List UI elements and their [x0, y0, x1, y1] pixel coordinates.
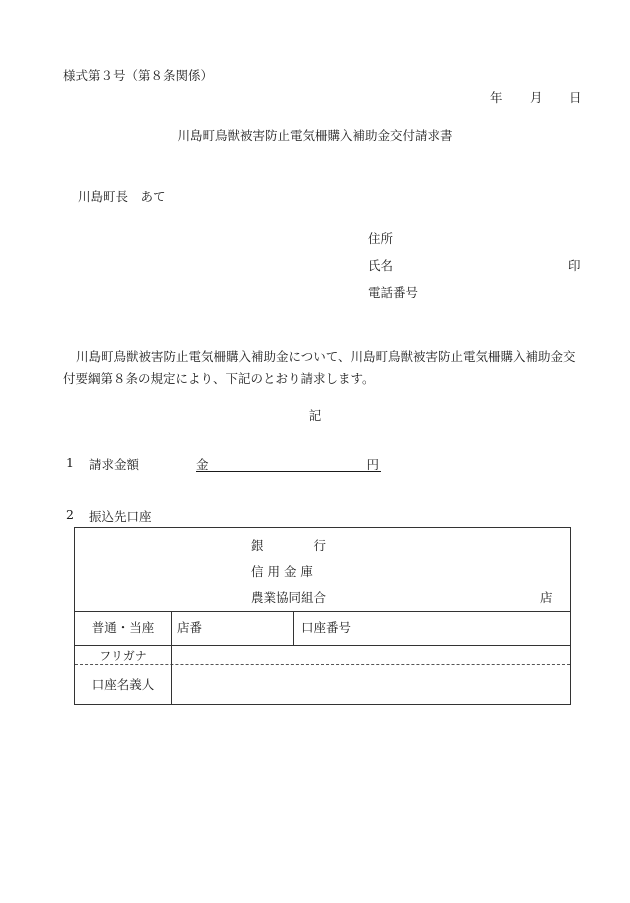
seal-mark: 印 — [568, 258, 581, 273]
request-body-text: 川島町鳥獣被害防止電気柵購入補助金について、川島町鳥獣被害防止電気柵購入補助金交付要綱第８条の規定により、下記のとおり請求します。 — [63, 349, 576, 386]
branch-number-cell[interactable]: 店番 — [172, 611, 294, 645]
amount-kin: 金 — [196, 457, 209, 472]
item2-number: 2 — [66, 507, 74, 522]
bank-account-table — [74, 527, 571, 705]
bank-option-shinkin: 信 用 金 庫 — [251, 564, 313, 579]
date-day: 日 — [569, 90, 582, 105]
phone-label: 電話番号 — [368, 285, 419, 300]
account-holder-label: 口座名義人 — [75, 664, 172, 705]
furigana-row[interactable] — [75, 645, 570, 665]
furigana-label: フリガナ — [75, 645, 172, 664]
branch-suffix: 店 — [540, 590, 553, 605]
item2-label: 振込先口座 — [89, 509, 152, 524]
addressee: 川島町長 あて — [78, 189, 166, 204]
amount-field[interactable] — [196, 455, 381, 472]
document-title: 川島町鳥獣被害防止電気柵購入補助金交付請求書 — [177, 128, 453, 143]
item1-number: 1 — [66, 455, 74, 470]
ki-heading: 記 — [308, 408, 322, 423]
account-holder-row[interactable] — [75, 664, 570, 705]
name-label: 氏名 — [368, 258, 394, 273]
item1-label: 請求金額 — [89, 457, 140, 472]
account-number-cell[interactable]: 口座番号 — [301, 620, 352, 635]
date-month: 月 — [530, 90, 543, 105]
bank-option-bank: 銀 行 — [251, 538, 327, 553]
account-type-cell[interactable]: 普通・当座 — [75, 611, 172, 645]
address-label: 住所 — [368, 231, 394, 246]
bank-name-row[interactable] — [75, 528, 570, 612]
amount-yen: 円 — [366, 457, 379, 472]
date-year: 年 — [490, 90, 503, 105]
form-number: 様式第３号（第８条関係） — [63, 68, 214, 83]
account-info-row — [75, 611, 570, 646]
bank-option-nokyo: 農業協同組合 — [251, 590, 327, 605]
